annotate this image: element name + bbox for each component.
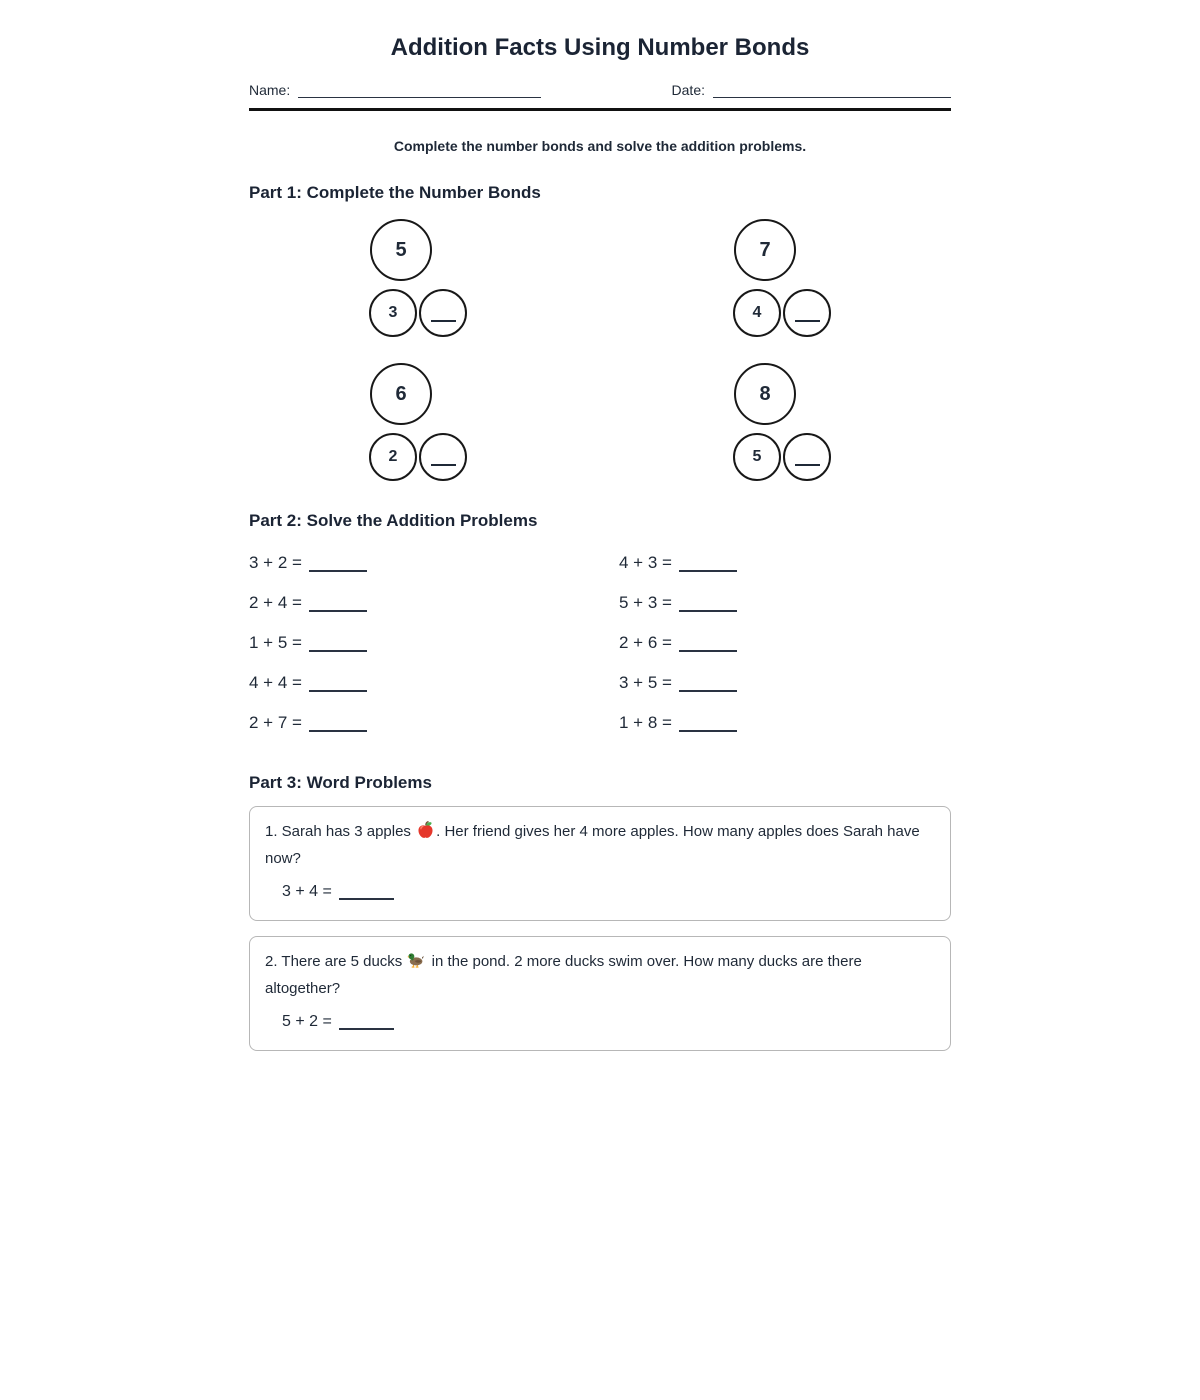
equation-grid (249, 543, 951, 743)
bond-whole-value: 8 (759, 382, 771, 405)
number-bond-4 (733, 363, 831, 481)
equation-row (619, 663, 951, 703)
bond-cell (600, 363, 951, 481)
bond-part-circle (369, 433, 417, 481)
number-bond-3 (369, 363, 467, 481)
problem-text-after: . Her friend gives her 4 more apples. How many apples does Sarah have now? (265, 823, 920, 867)
answer-blank (309, 610, 367, 612)
part2-heading: Part 2: Solve the Addition Problems (249, 511, 538, 530)
bond-part-circle (369, 289, 417, 337)
problem-text-before: 1. Sarah has 3 apples (265, 823, 416, 840)
bond-part-value: 3 (388, 304, 398, 321)
bond-whole-circle (370, 219, 432, 281)
bond-whole-circle (734, 363, 796, 425)
bond-cell (249, 219, 600, 337)
equation-text: 3 + 4 = (282, 883, 332, 900)
problem-text-before: 2. There are 5 ducks (265, 953, 407, 970)
number-bond-2 (733, 219, 831, 337)
number-bond-grid (249, 219, 951, 481)
name-date-row (249, 82, 951, 98)
answer-blank (339, 1028, 394, 1030)
equation-text: 1 + 5 = (249, 633, 302, 652)
equation-text: 5 + 3 = (619, 593, 672, 612)
bond-blank-line (795, 464, 820, 466)
equation-text: 2 + 4 = (249, 593, 302, 612)
word-problem-equation (282, 1010, 935, 1034)
answer-blank (679, 730, 737, 732)
equation-text: 2 + 6 = (619, 633, 672, 652)
bond-whole-circle (734, 219, 796, 281)
equation-text: 2 + 7 = (249, 713, 302, 732)
bond-blank-line (795, 320, 820, 322)
word-problem-equation (282, 880, 935, 904)
equation-row (619, 583, 951, 623)
answer-blank (309, 690, 367, 692)
worksheet (249, 0, 951, 1051)
answer-blank (309, 570, 367, 572)
equation-text: 3 + 2 = (249, 553, 302, 572)
bond-blank-circle (419, 433, 467, 481)
word-problem-text (265, 950, 935, 1001)
equation-row (619, 623, 951, 663)
header-divider (249, 108, 951, 111)
equation-row (619, 703, 951, 743)
equation-row (619, 543, 951, 583)
word-problem-1 (249, 806, 951, 921)
equation-text: 4 + 4 = (249, 673, 302, 692)
bond-part-value: 4 (752, 304, 762, 321)
date-label: Date: (671, 82, 705, 98)
bond-parts (733, 433, 831, 481)
word-problem-text (265, 820, 935, 871)
answer-blank (679, 610, 737, 612)
bond-part-value: 5 (752, 448, 762, 465)
equation-text: 4 + 3 = (619, 553, 672, 572)
apple-icon (416, 820, 435, 847)
bond-part-value: 2 (388, 448, 398, 465)
bond-parts (733, 289, 831, 337)
bond-parts (369, 289, 467, 337)
bond-blank-circle (419, 289, 467, 337)
answer-blank (339, 898, 394, 900)
bond-blank-circle (783, 433, 831, 481)
bond-blank-line (431, 464, 456, 466)
equation-row (249, 543, 619, 583)
equation-text: 5 + 2 = (282, 1013, 332, 1030)
date-blank-line (713, 83, 951, 98)
equation-text: 1 + 8 = (619, 713, 672, 732)
page-title: Addition Facts Using Number Bonds (390, 34, 810, 61)
equation-right-column (619, 543, 951, 743)
word-problem-2 (249, 936, 951, 1051)
bond-whole-value: 5 (395, 238, 407, 261)
bond-blank-line (431, 320, 456, 322)
date-field (672, 82, 951, 98)
equation-row (249, 663, 619, 703)
problem-text-after: in the pond. 2 more ducks swim over. How many ducks are there altogether? (265, 953, 862, 997)
bond-cell (600, 219, 951, 337)
bond-parts (369, 433, 467, 481)
equation-left-column (249, 543, 619, 743)
equation-row (249, 623, 619, 663)
equation-row (249, 703, 619, 743)
answer-blank (679, 690, 737, 692)
bond-whole-value: 7 (759, 238, 771, 261)
bond-part-circle (733, 289, 781, 337)
bond-blank-circle (783, 289, 831, 337)
answer-blank (309, 730, 367, 732)
bond-part-circle (733, 433, 781, 481)
part1-heading: Part 1: Complete the Number Bonds (249, 183, 541, 202)
bond-cell (249, 363, 600, 481)
answer-blank (679, 570, 737, 572)
instruction-text: Complete the number bonds and solve the addition problems. (393, 138, 807, 154)
bond-whole-value: 6 (395, 382, 407, 405)
name-label: Name: (249, 82, 291, 98)
answer-blank (679, 650, 737, 652)
equation-row (249, 583, 619, 623)
answer-blank (309, 650, 367, 652)
name-field (249, 82, 541, 98)
bond-whole-circle (370, 363, 432, 425)
name-blank-line (298, 83, 541, 98)
part3-heading: Part 3: Word Problems (249, 773, 432, 792)
equation-text: 3 + 5 = (619, 673, 672, 692)
duck-icon (407, 950, 426, 977)
number-bond-1 (369, 219, 467, 337)
